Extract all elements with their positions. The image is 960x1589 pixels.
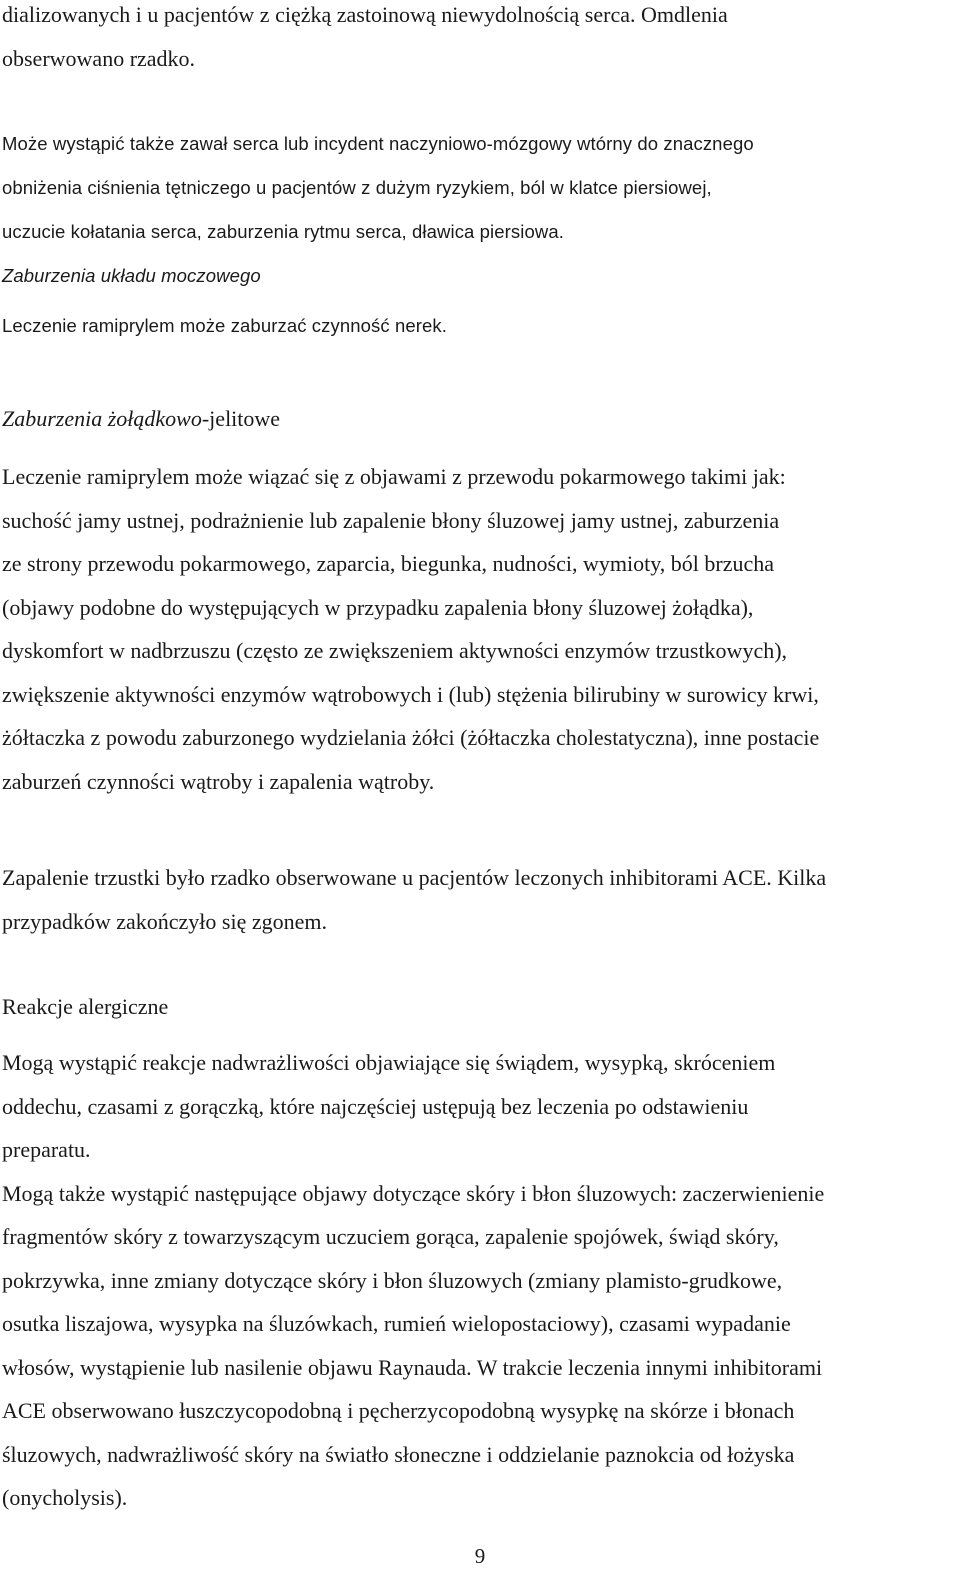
section-heading: Zaburzenia układu moczowego	[2, 265, 261, 286]
pancreatitis-paragraph	[2, 856, 950, 943]
text-line: Mogą także wystąpić następujące objawy dotyczące skóry i błon śluzowych: zaczerwienienie	[2, 1180, 825, 1206]
text-line: fragmentów skóry z towarzyszącym uczuciem gorąca, zapalenie spojówek, świąd skóry,	[2, 1224, 779, 1249]
text-line: zwiększenie aktywności enzymów wątrobowych i (lub) stężenia bilirubiny w surowicy krwi,	[2, 681, 819, 707]
text-line: włosów, wystąpienie lub nasilenie objawu Raynauda. W trakcie leczenia innymi inhibitorami	[2, 1354, 823, 1380]
text-line: Może wystąpić także zawał serca lub incydent naczyniowo-mózgowy wtórny do znacznego	[2, 133, 754, 154]
allergic-heading	[2, 985, 950, 1029]
text-line: ze strony przewodu pokarmowego, zaparcia, biegunka, nudności, wymioty, ból brzucha	[2, 551, 774, 576]
gi-paragraph	[2, 455, 950, 803]
text-line: zaburzeń czynności wątroby i zapalenia wątroby.	[2, 768, 435, 794]
text-line: suchość jamy ustnej, podrażnienie lub zapalenie błony śluzowej jamy ustnej, zaburzenia	[2, 507, 780, 533]
text-line: Leczenie ramiprylem może zaburzać czynność nerek.	[2, 315, 447, 336]
text-line: obserwowano rzadko.	[2, 45, 196, 71]
page-number: 9	[474, 1544, 486, 1568]
cardio-paragraph	[2, 122, 950, 254]
text-line: preparatu.	[2, 1137, 91, 1162]
text-line: (objawy podobne do występujących w przypadku zapalenia błony śluzowej żołądka),	[2, 594, 754, 620]
text-line: śluzowych, nadwrażliwość skóry na światło słoneczne i oddzielanie paznokcia od łożyska	[2, 1441, 795, 1467]
text-line: pokrzywka, inne zmiany dotyczące skóry i błon śluzowych (zmiany plamisto-grudkowe,	[2, 1267, 783, 1293]
text-line: dyskomfort w nadbrzuszu (często ze zwiększeniem aktywności enzymów trzustkowych),	[2, 638, 788, 663]
text-line: (onycholysis).	[2, 1485, 128, 1510]
urinary-section	[2, 254, 950, 348]
text-line: ACE obserwowano łuszczycopodobną i pęcherzycopodobną wysypkę na skórze i błonach	[2, 1398, 795, 1423]
text-line: oddechu, czasami z gorączką, które najczęściej ustępują bez leczenia po odstawieniu	[2, 1093, 749, 1119]
text-line: Zapalenie trzustki było rzadko obserwowane u pacjentów leczonych inhibitorami ACE. Kilka	[2, 865, 827, 890]
text-line: uczucie kołatania serca, zaburzenia rytmu serca, dławica piersiowa.	[2, 221, 564, 242]
text-line: Leczenie ramiprylem może wiązać się z objawami z przewodu pokarmowego takimi jak:	[2, 464, 786, 489]
text-line: obniżenia ciśnienia tętniczego u pacjentów z dużym ryzykiem, ból w klatce piersiowej,	[2, 177, 712, 198]
gi-heading-rest: -jelitowe	[201, 406, 281, 431]
gi-heading-italic: Zaburzenia żołądkowo	[2, 406, 202, 431]
text-line: przypadków zakończyło się zgonem.	[2, 908, 327, 934]
text-line: Mogą wystąpić reakcje nadwrażliwości objawiające się świądem, wysypką, skróceniem	[2, 1050, 776, 1075]
gi-heading	[2, 397, 950, 441]
text-line: żółtaczka z powodu zaburzonego wydzielania żółci (żółtaczka cholestatyczna), inne postacie	[2, 725, 820, 750]
text-line: dializowanych i u pacjentów z ciężką zastoinową niewydolnością serca. Omdlenia	[2, 2, 728, 27]
allergic-paragraph	[2, 1041, 950, 1520]
text-line: osutka liszajowa, wysypka na śluzówkach, rumień wielopostaciowy), czasami wypadanie	[2, 1311, 791, 1336]
section-heading: Reakcje alergiczne	[2, 994, 169, 1019]
continuation-paragraph	[2, 0, 950, 80]
